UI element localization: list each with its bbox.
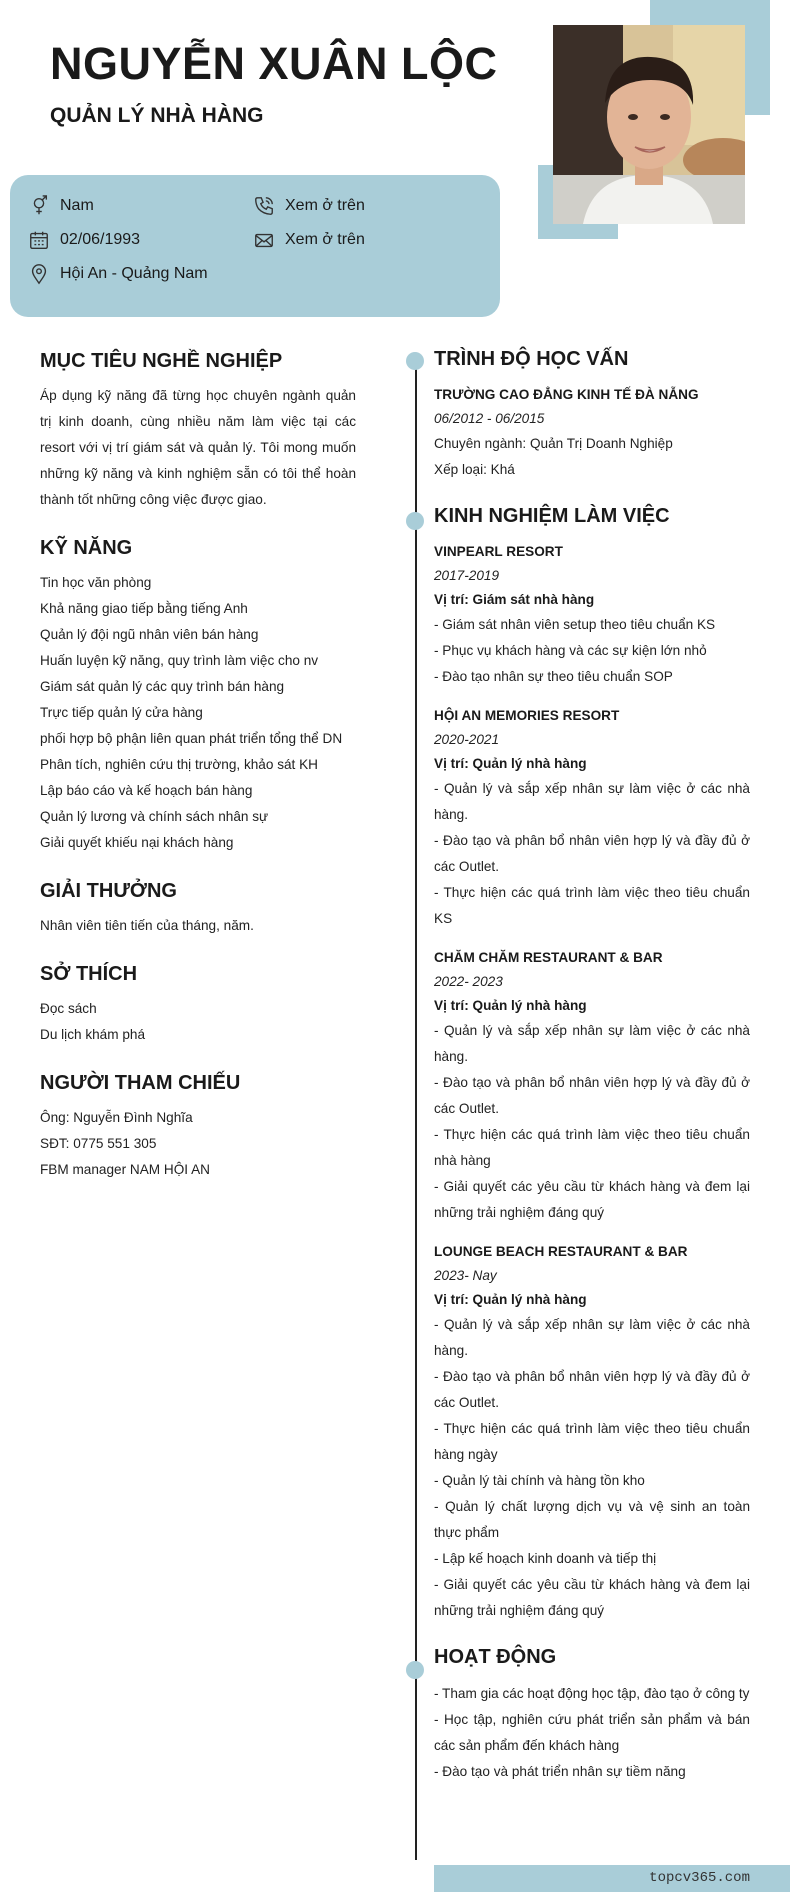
references-section — [40, 1072, 356, 1183]
job-entry — [434, 946, 750, 1226]
contact-address — [28, 263, 208, 285]
education-section — [434, 348, 750, 483]
skill-item: Quản lý đội ngũ nhân viên bán hàng — [40, 627, 259, 642]
job-duty: - Quản lý và sắp xếp nhân sự làm việc ở các nhà hàng. — [434, 1317, 750, 1358]
cv-header — [0, 0, 790, 330]
job-duty: - Quản lý chất lượng dịch vụ và vệ sinh an toàn thực phẩm — [434, 1499, 750, 1540]
education-grade: Xếp loại: Khá — [434, 462, 515, 477]
profile-photo — [553, 25, 745, 224]
job-duty: - Quản lý và sắp xếp nhân sự làm việc ở các nhà hàng. — [434, 781, 750, 822]
award-item: Nhân viên tiên tiến của tháng, năm. — [40, 918, 254, 933]
job-duty: - Phục vụ khách hàng và các sự kiện lớn nhỏ — [434, 643, 707, 658]
job-duty: - Thực hiện các quá trình làm việc theo tiêu chuẩn nhà hàng — [434, 1127, 750, 1168]
timeline-line — [415, 360, 417, 1860]
contact-birthday — [28, 229, 140, 251]
activity-item: - Học tập, nghiên cứu phát triển sản phẩm và bán các sản phẩm đến khách hàng — [434, 1712, 750, 1753]
contact-gender — [28, 195, 94, 217]
skills-title: KỸ NĂNG — [40, 537, 133, 559]
job-role: Vị trí: Quản lý nhà hàng — [434, 1292, 587, 1307]
profile-photo-illustration — [553, 25, 745, 224]
left-column — [40, 350, 356, 1207]
job-company: CHĂM CHĂM RESTAURANT & BAR — [434, 950, 663, 965]
reference-item: FBM manager NAM HỘI AN — [40, 1162, 210, 1177]
contact-phone — [253, 195, 365, 217]
job-duty: - Giải quyết các yêu cầu từ khách hàng và đem lại những trải nghiệm đáng quý — [434, 1577, 750, 1618]
right-column — [434, 348, 750, 1807]
experience-title: KINH NGHIỆM LÀM VIỆC — [434, 505, 670, 527]
job-duty: - Đào tạo và phân bổ nhân viên hợp lý và đầy đủ ở các Outlet. — [434, 1369, 750, 1410]
job-duty: - Đào tạo nhân sự theo tiêu chuẩn SOP — [434, 669, 673, 684]
activity-item: - Tham gia các hoạt động học tập, đào tạo ở công ty — [434, 1686, 750, 1701]
candidate-job-title: QUẢN LÝ NHÀ HÀNG — [50, 104, 264, 127]
objective-text: Áp dụng kỹ năng đã từng học chuyên ngành quản trị kinh doanh, cùng nhiều năm làm việc tại các resort với vị trí giám sát và quản lý. Tôi mong muốn những kỹ năng và kinh nghiệm sẵn có tôi thể hoàn thành tốt những công việc được giao. — [40, 388, 356, 507]
job-duty: - Thực hiện các quá trình làm việc theo tiêu chuẩn KS — [434, 885, 750, 926]
gender-icon — [28, 195, 50, 217]
job-period: 2022- 2023 — [434, 974, 503, 989]
email-icon — [253, 229, 275, 251]
skill-item: Lập báo cáo và kế hoạch bán hàng — [40, 783, 253, 798]
contact-email — [253, 229, 365, 251]
job-company: LOUNGE BEACH RESTAURANT & BAR — [434, 1244, 688, 1259]
education-major: Chuyên ngành: Quản Trị Doanh Nghiệp — [434, 436, 673, 451]
footer-bar — [434, 1865, 790, 1892]
job-duty: - Quản lý và sắp xếp nhân sự làm việc ở các nhà hàng. — [434, 1023, 750, 1064]
skill-item: phối hợp bộ phận liên quan phát triển tổng thể DN — [40, 731, 343, 746]
job-duty: - Giám sát nhân viên setup theo tiêu chuẩn KS — [434, 617, 716, 632]
job-entry — [434, 704, 750, 932]
activity-item: - Đào tạo và phát triển nhân sự tiềm năng — [434, 1764, 686, 1779]
hobby-item: Đọc sách — [40, 1001, 97, 1016]
location-icon — [28, 263, 50, 285]
experience-section — [434, 505, 750, 1624]
timeline-dot-activities — [406, 1661, 424, 1679]
skill-item: Tin học văn phòng — [40, 575, 152, 590]
job-role: Vị trí: Quản lý nhà hàng — [434, 756, 587, 771]
candidate-name: NGUYỄN XUÂN LỘC — [50, 38, 498, 89]
timeline-dot-experience — [406, 512, 424, 530]
job-period: 2023- Nay — [434, 1268, 497, 1283]
skill-item: Khả năng giao tiếp bằng tiếng Anh — [40, 601, 248, 616]
skill-item: Huấn luyện kỹ năng, quy trình làm việc cho nv — [40, 653, 319, 668]
education-period: 06/2012 - 06/2015 — [434, 411, 545, 426]
hobbies-title: SỞ THÍCH — [40, 963, 138, 985]
watermark-text: topcv365.com — [649, 1870, 750, 1886]
job-entry — [434, 1240, 750, 1624]
contact-gender-value: Nam — [60, 197, 94, 214]
job-duty: - Đào tạo và phân bổ nhân viên hợp lý và đầy đủ ở các Outlet. — [434, 833, 750, 874]
reference-item: SĐT: 0775 551 305 — [40, 1136, 157, 1151]
job-period: 2020-2021 — [434, 732, 500, 747]
contact-email-value: Xem ở trên — [285, 231, 365, 248]
reference-item: Ông: Nguyễn Đình Nghĩa — [40, 1110, 193, 1125]
skill-item: Trực tiếp quản lý cửa hàng — [40, 705, 203, 720]
skill-item: Giải quyết khiếu nại khách hàng — [40, 835, 234, 850]
objective-section — [40, 350, 356, 513]
phone-icon — [253, 195, 275, 217]
skill-item: Quản lý lương và chính sách nhân sự — [40, 809, 269, 824]
activities-title: HOẠT ĐỘNG — [434, 1646, 557, 1668]
job-role: Vị trí: Giám sát nhà hàng — [434, 592, 595, 607]
awards-title: GIẢI THƯỞNG — [40, 880, 177, 902]
hobbies-section — [40, 963, 356, 1048]
job-duty: - Lập kế hoạch kinh doanh và tiếp thị — [434, 1551, 657, 1566]
timeline-dot-education — [406, 352, 424, 370]
contact-birthday-value: 02/06/1993 — [60, 231, 141, 248]
awards-section — [40, 880, 356, 939]
job-company: VINPEARL RESORT — [434, 544, 563, 559]
education-title: TRÌNH ĐỘ HỌC VẤN — [434, 348, 629, 370]
contact-address-value: Hội An - Quảng Nam — [60, 265, 208, 282]
objective-title: MỤC TIÊU NGHỀ NGHIỆP — [40, 350, 283, 372]
job-role: Vị trí: Quản lý nhà hàng — [434, 998, 587, 1013]
activities-section — [434, 1646, 750, 1785]
job-duty: - Đào tạo và phân bổ nhân viên hợp lý và đầy đủ ở các Outlet. — [434, 1075, 750, 1116]
hobby-item: Du lịch khám phá — [40, 1027, 146, 1042]
job-duty: - Thực hiện các quá trình làm việc theo tiêu chuẩn hàng ngày — [434, 1421, 750, 1462]
references-title: NGƯỜI THAM CHIẾU — [40, 1072, 241, 1094]
school-name: TRƯỜNG CAO ĐẲNG KINH TẾ ĐÀ NẴNG — [434, 387, 699, 402]
skill-item: Giám sát quản lý các quy trình bán hàng — [40, 679, 285, 694]
job-duty: - Giải quyết các yêu cầu từ khách hàng và đem lại những trải nghiệm đáng quý — [434, 1179, 750, 1220]
skills-section — [40, 537, 356, 856]
contact-phone-value: Xem ở trên — [285, 197, 365, 214]
job-period: 2017-2019 — [434, 568, 500, 583]
calendar-icon — [28, 229, 50, 251]
contact-box — [10, 175, 500, 317]
skill-item: Phân tích, nghiên cứu thị trường, khảo sát KH — [40, 757, 318, 772]
job-duty: - Quản lý tài chính và hàng tồn kho — [434, 1473, 645, 1488]
job-company: HỘI AN MEMORIES RESORT — [434, 708, 620, 723]
job-entry — [434, 540, 750, 690]
